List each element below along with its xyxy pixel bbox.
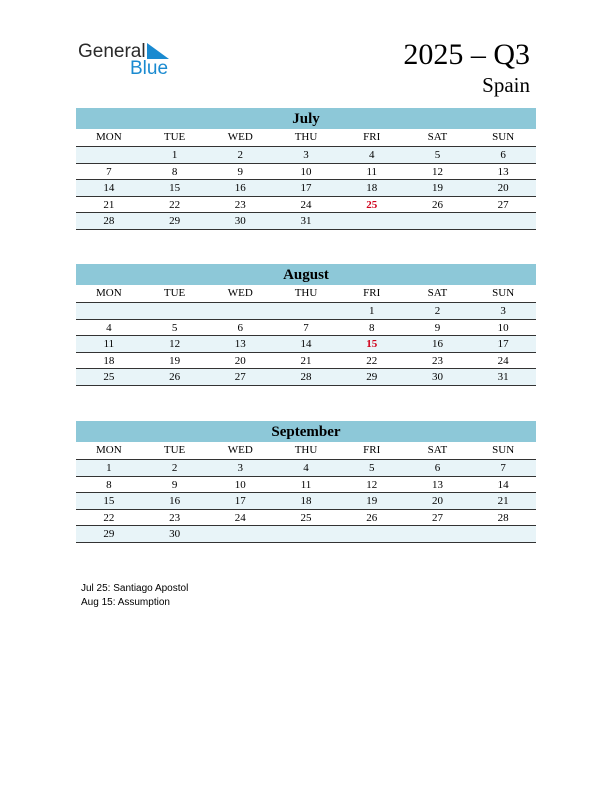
brand-logo [78, 40, 188, 80]
day-cell: 9 [434, 321, 441, 334]
day-cell: 11 [300, 478, 312, 491]
day-cell: 25 [300, 511, 312, 524]
day-cell: 19 [169, 354, 181, 367]
day-cell: 4 [303, 462, 309, 474]
weekday-label: FRI [363, 131, 381, 143]
day-cell: 23 [169, 511, 181, 524]
day-cell: 13 [497, 165, 509, 178]
day-cell: 10 [300, 165, 312, 178]
day-cell: 2 [434, 305, 441, 317]
weekday-label: MON [96, 287, 122, 299]
weekday-label: SUN [492, 444, 515, 456]
day-cell: 16 [169, 495, 181, 507]
day-cell: 8 [368, 321, 375, 334]
empty-day-cell [339, 213, 405, 229]
weekday-label: WED [227, 131, 253, 143]
day-cell: 11 [366, 165, 378, 178]
day-cell: 18 [300, 495, 312, 507]
day-cell: 2 [237, 149, 244, 161]
day-cell: 21 [497, 495, 509, 507]
day-cell: 20 [431, 495, 443, 507]
holiday-note: Aug 15: Assumption [81, 597, 170, 608]
day-cell: 11 [103, 338, 115, 350]
day-cell: 20 [497, 182, 509, 194]
holiday-notes [81, 582, 188, 610]
day-cell: 22 [366, 354, 378, 367]
holiday-day-cell: 15 [366, 338, 378, 350]
day-cell: 22 [103, 511, 115, 524]
day-cell: 8 [171, 165, 178, 178]
day-cell: 18 [103, 354, 115, 367]
day-cell: 14 [497, 478, 509, 491]
day-cell: 4 [106, 321, 112, 334]
day-cell: 10 [234, 478, 246, 491]
day-cell: 30 [234, 215, 246, 227]
weekday-label: SAT [427, 444, 448, 456]
day-cell: 6 [434, 462, 441, 474]
logo-general-text: General [78, 41, 146, 62]
day-cell: 15 [169, 182, 181, 194]
day-cell: 9 [171, 478, 178, 491]
empty-day-cell [470, 213, 536, 229]
logo-blue-text: Blue [130, 58, 169, 79]
day-cell: 10 [497, 321, 509, 334]
empty-day-cell [142, 303, 208, 319]
day-cell: 24 [497, 354, 509, 367]
week-row [76, 353, 536, 370]
weekday-label: TUE [163, 444, 186, 456]
day-cell: 7 [106, 165, 112, 178]
day-cell: 5 [434, 149, 441, 161]
triangle-flag-icon [147, 43, 169, 59]
empty-day-cell [76, 303, 142, 319]
day-cell: 31 [497, 371, 509, 383]
day-cell: 15 [103, 495, 115, 507]
day-cell: 29 [103, 528, 115, 540]
day-cell: 12 [366, 478, 378, 491]
day-cell: 9 [237, 165, 244, 178]
day-cell: 1 [171, 149, 178, 161]
week-row [76, 526, 536, 543]
day-cell: 27 [431, 511, 443, 524]
day-cell: 21 [300, 354, 312, 367]
week-row [76, 180, 536, 197]
holiday-note: Jul 25: Santiago Apostol [81, 583, 189, 594]
weekday-label: WED [227, 444, 253, 456]
day-cell: 17 [300, 182, 312, 194]
month-title: August [76, 264, 536, 285]
week-row [76, 303, 536, 320]
day-cell: 28 [300, 371, 312, 383]
week-row [76, 493, 536, 510]
day-cell: 29 [366, 371, 378, 383]
week-row [76, 164, 536, 181]
day-cell: 26 [366, 511, 378, 524]
day-cell: 13 [234, 338, 246, 350]
day-cell: 3 [500, 305, 506, 317]
weekday-label: MON [96, 131, 122, 143]
month-calendar-september [76, 421, 536, 543]
empty-day-cell [207, 526, 273, 542]
day-cell: 1 [106, 462, 112, 474]
day-cell: 28 [497, 511, 509, 524]
day-cell: 17 [497, 338, 509, 350]
weekday-label: THU [294, 287, 318, 299]
day-cell: 29 [169, 215, 181, 227]
country-name: Spain [482, 73, 530, 97]
week-row [76, 197, 536, 214]
empty-day-cell [273, 526, 339, 542]
weekday-label: FRI [363, 444, 381, 456]
day-cell: 27 [234, 371, 246, 383]
day-cell: 6 [237, 321, 244, 334]
weekday-header-row [76, 442, 536, 460]
weekday-label: WED [227, 287, 253, 299]
day-cell: 4 [368, 149, 375, 161]
holiday-day-cell: 25 [366, 198, 378, 211]
empty-day-cell [405, 213, 471, 229]
day-cell: 5 [368, 462, 375, 474]
week-row [76, 477, 536, 494]
weekday-label: SAT [427, 131, 448, 143]
day-cell: 8 [106, 478, 112, 491]
day-cell: 3 [303, 149, 309, 161]
week-row [76, 320, 536, 337]
day-cell: 7 [303, 321, 309, 334]
day-cell: 24 [300, 198, 312, 211]
day-cell: 14 [300, 338, 312, 350]
weekday-label: MON [96, 444, 122, 456]
month-title: September [76, 421, 536, 442]
weekday-header-row [76, 285, 536, 303]
day-cell: 12 [169, 338, 181, 350]
day-cell: 17 [234, 495, 246, 507]
day-cell: 6 [500, 149, 506, 161]
day-cell: 13 [431, 478, 443, 491]
day-cell: 24 [234, 511, 246, 524]
page-title: 2025 – Q3 [403, 38, 530, 71]
day-cell: 16 [234, 182, 246, 194]
empty-day-cell [339, 526, 405, 542]
day-cell: 26 [169, 371, 181, 383]
day-cell: 25 [103, 371, 115, 383]
empty-day-cell [76, 147, 142, 163]
day-cell: 12 [431, 165, 443, 178]
day-cell: 30 [169, 528, 181, 540]
day-cell: 19 [366, 495, 378, 507]
week-row [76, 369, 536, 386]
day-cell: 5 [171, 321, 178, 334]
day-cell: 22 [169, 198, 181, 211]
weekday-label: THU [294, 131, 318, 143]
day-cell: 23 [234, 198, 246, 211]
day-cell: 20 [234, 354, 246, 367]
day-cell: 27 [497, 198, 509, 211]
week-row [76, 213, 536, 230]
day-cell: 21 [103, 198, 115, 211]
day-cell: 3 [237, 462, 244, 474]
week-row [76, 336, 536, 353]
day-cell: 16 [431, 338, 443, 350]
month-calendar-august [76, 264, 536, 386]
week-row [76, 510, 536, 527]
day-cell: 18 [366, 182, 378, 194]
weekday-label: THU [294, 444, 318, 456]
day-cell: 7 [500, 462, 506, 474]
day-cell: 30 [431, 371, 443, 383]
day-cell: 28 [103, 215, 115, 227]
weekday-header-row [76, 129, 536, 147]
day-cell: 1 [368, 305, 375, 317]
weekday-label: SUN [492, 287, 515, 299]
empty-day-cell [405, 526, 471, 542]
day-cell: 31 [300, 215, 312, 227]
day-cell: 2 [171, 462, 178, 474]
weekday-label: SAT [427, 287, 448, 299]
week-row [76, 460, 536, 477]
day-cell: 23 [431, 354, 443, 367]
day-cell: 26 [431, 198, 443, 211]
empty-day-cell [470, 526, 536, 542]
empty-day-cell [207, 303, 273, 319]
weekday-label: FRI [363, 287, 381, 299]
week-row [76, 147, 536, 164]
weekday-label: TUE [163, 287, 186, 299]
day-cell: 14 [103, 182, 115, 194]
day-cell: 19 [431, 182, 443, 194]
weekday-label: SUN [492, 131, 515, 143]
empty-day-cell [273, 303, 339, 319]
weekday-label: TUE [163, 131, 186, 143]
month-title: July [76, 108, 536, 129]
month-calendar-july [76, 108, 536, 230]
